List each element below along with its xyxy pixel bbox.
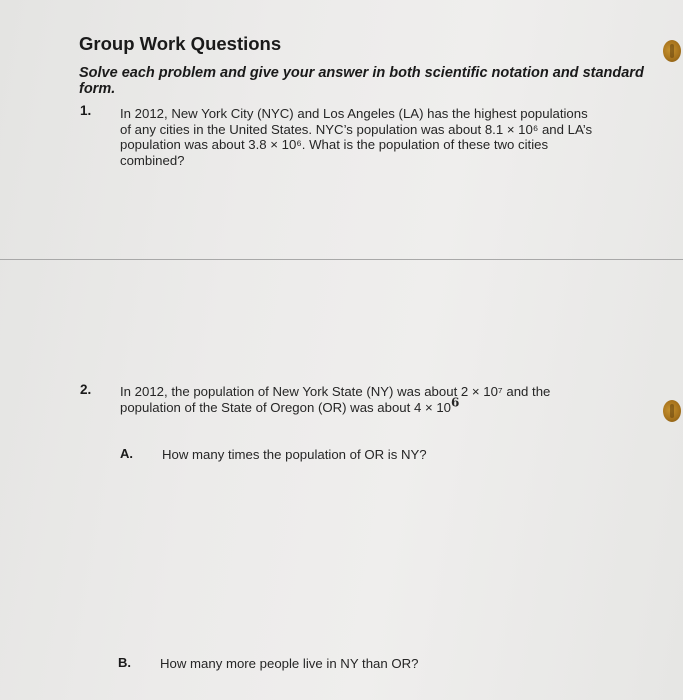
handwritten-exponent: 6	[451, 395, 460, 410]
question-2-line-text: population of the State of Oregon (OR) was about 4 × 10	[120, 399, 451, 415]
question-1-line: of any cities in the United States. NYC’s population was about 8.1 × 10⁶ and LA’s	[120, 121, 593, 137]
binder-ring-icon	[663, 400, 681, 422]
part-b-text: How many more people live in NY than OR?	[160, 656, 419, 671]
instructions: Solve each problem and give your answer in both scientific notation and standard form.	[79, 65, 644, 97]
page-title: Group Work Questions	[79, 33, 282, 54]
divider	[0, 259, 683, 260]
question-2-text	[120, 384, 640, 415]
part-a-text: How many times the population of OR is NY?	[162, 447, 427, 462]
question-2-number: 2.	[80, 382, 92, 397]
part-a-label: A.	[120, 446, 133, 461]
question-2-line	[120, 395, 640, 416]
question-2-line: In 2012, the population of New York State (NY) was about 2 × 10⁷ and the	[120, 384, 551, 399]
question-1-number: 1.	[80, 103, 92, 118]
question-1-line: In 2012, New York City (NYC) and Los Angeles (LA) has the highest populations	[120, 106, 588, 121]
part-b-label: B.	[118, 655, 131, 670]
question-1-line: population was about 3.8 × 10⁶. What is the population of these two cities	[120, 137, 549, 153]
question-1-text	[120, 106, 660, 168]
question-1-line: combined?	[120, 152, 185, 168]
binder-ring-icon	[663, 40, 681, 62]
